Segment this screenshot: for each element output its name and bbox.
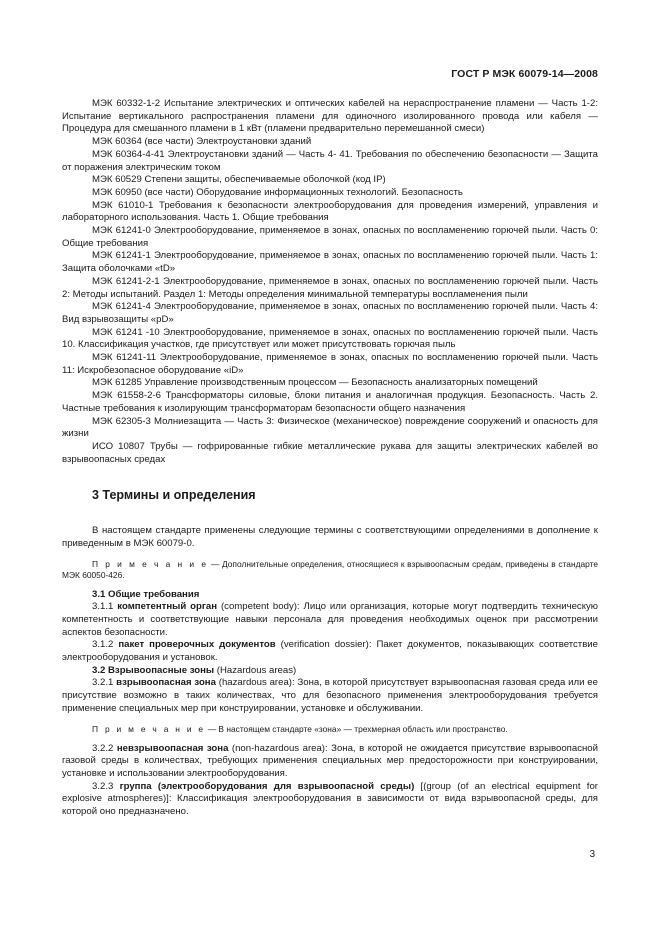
term-definition: 3.1.1 компетентный орган (competent body): Лицо или организация, которые могут подтвердить техническую компетентность и соответствующие навыки персонала для проведения необходимых оценок при рассмотрении аспектов безопасности. xyxy=(62,601,598,638)
term-name: группа (электрооборудования для взрывоопасной среды) xyxy=(119,780,415,792)
page-content xyxy=(62,98,598,819)
reference-item: МЭК 61241-0 Электрооборудование, применяемое в зонах, опасных по воспламенению горючей пыли. Часть 0: Общие требования xyxy=(62,225,598,249)
reference-item: МЭК 61241-1 Электрооборудование, применяемое в зонах, опасных по воспламенению горючей пыли. Часть 1: Защита оболочками «tD» xyxy=(62,250,598,275)
section-intro: В настоящем стандарте применены следующие термины с соответствующими определениями в дополнение к приведенным в МЭК 60079-0. xyxy=(62,525,598,549)
document-header: ГОСТ Р МЭК 60079-14—2008 xyxy=(451,68,598,80)
note-label: П р и м е ч а н и е xyxy=(92,558,209,569)
note-paragraph xyxy=(62,559,598,581)
reference-item: МЭК 60529 Степени защиты, обеспечиваемые оболочкой (код IP) xyxy=(92,174,386,186)
page-number: 3 xyxy=(589,849,595,860)
reference-item: МЭК 61241-4 Электрооборудование, применяемое в зонах, опасных по воспламенению горючей пыли. Часть 4: Вид взрывозащиты «pD» xyxy=(62,301,598,325)
term-definition: 3.2.2 невзрывоопасная зона (non-hazardous area): Зона, в которой не ожидается присутствие взрывоопасной газовой среды в количествах, требующих применения специальных мер предосторожности при конструировании, установке и использовании электрооборудования. xyxy=(62,742,598,779)
term-name: взрывоопасная зона xyxy=(116,677,216,689)
term-definition: 3.1.2 пакет проверочных документов (verification dossier): Пакет документов, показывающих соответствие электрооборудования и установок. xyxy=(62,639,598,664)
reference-item: МЭК 61241 -10 Электрооборудование, применяемое в зонах, опасных по воспламенению горючей пыли. Часть 10. Классификация участков, где присутствует или может присутствовать горючая пыль xyxy=(62,326,598,351)
section-heading: 3 Термины и определения xyxy=(92,488,256,503)
reference-item: МЭК 61241-11 Электрооборудование, применяемое в зонах, опасных по воспламенению горючей пыли. Часть 11: Искробезопасное оборудование «iD» xyxy=(62,352,598,376)
subsection-heading: 3.1 Общие требования xyxy=(92,588,200,600)
term-definition: 3.2.1 взрывоопасная зона (hazardous area): Зона, в которой присутствует взрывоопасная газовая среда или ее присутствие возможно в таких количествах, что для безопасного применения электрооборудования требуется применение специальных мер при конструировании, установке и обслуживании. xyxy=(62,677,598,714)
reference-item: МЭК 61558-2-6 Трансформаторы силовые, блоки питания и аналогичная продукция. Безопасность. Часть 2. Частные требования к изолирующим трансформаторам безопасности общего назначения xyxy=(62,390,598,414)
term-name: компетентный орган xyxy=(117,601,218,613)
reference-item: МЭК 61285 Управление производственным процессом — Безопасность анализаторных помещений xyxy=(92,377,538,389)
note-paragraph xyxy=(62,724,598,735)
note-label: П р и м е ч а н и е xyxy=(92,723,206,734)
reference-item: МЭК 61010-1 Требования к безопасности электрооборудования для проведения измерений, управления и лабораторного использования. Часть 1. Общие требования xyxy=(62,199,598,224)
reference-item: МЭК 62305-3 Молниезащита — Часть 3: Физическое (механическое) повреждение сооружений и опасность для жизни xyxy=(62,415,598,440)
term-definition: 3.2.3 группа (электрооборудования для взрывоопасной среды) [(group (of an electrical equipment for explosive atmospheres)]: Классификация электрооборудования в зависимости от вида взрывоопасной среды, для которой оно предназначено. xyxy=(62,780,598,818)
subsection-heading: 3.2 Взрывоопасные зоны (Hazardous areas) xyxy=(92,664,297,676)
reference-item: МЭК 60364 (все части) Электроустановки зданий xyxy=(92,136,312,148)
note-text: — Дополнительные определения, относящиеся к взрывоопасным средам, приведены в стандарте МЭК 60050-426. xyxy=(62,558,598,580)
references-list xyxy=(62,98,598,466)
reference-item: МЭК 60332-1-2 Испытание электрических и оптических кабелей на нераспространение пламени — Часть 1-2: Испытание вертикального распространения пламени для одиночного изолированного провода или кабеля — Процедура для смешанного пламени в 1 кВт (пламени предварительно перемешанной смеси) xyxy=(62,98,598,135)
reference-item: МЭК 60950 (все части) Оборудование информационных технологий. Безопасность xyxy=(92,186,463,198)
reference-item: ИСО 10807 Трубы — гофрированные гибкие металлические рукава для защиты электрических кабелей во взрывоопасных средах xyxy=(62,440,598,465)
term-name: пакет проверочных документов xyxy=(118,639,276,651)
reference-item: МЭК 61241-2-1 Электрооборудование, применяемое в зонах, опасных по воспламенению горючей пыли. Часть 2: Методы испытаний. Раздел 1: Методы определения минимальной температуры воспламенения пыли xyxy=(62,275,598,300)
reference-item: МЭК 60364-4-41 Электроустановки зданий — Часть 4- 41. Требования по обеспечению безопасности — Защита от поражения электрическим током xyxy=(62,148,598,173)
note-text: — В настоящем стандарте «зона» — трехмерная область или пространство. xyxy=(205,723,508,734)
term-name: невзрывоопасная зона xyxy=(116,742,229,754)
